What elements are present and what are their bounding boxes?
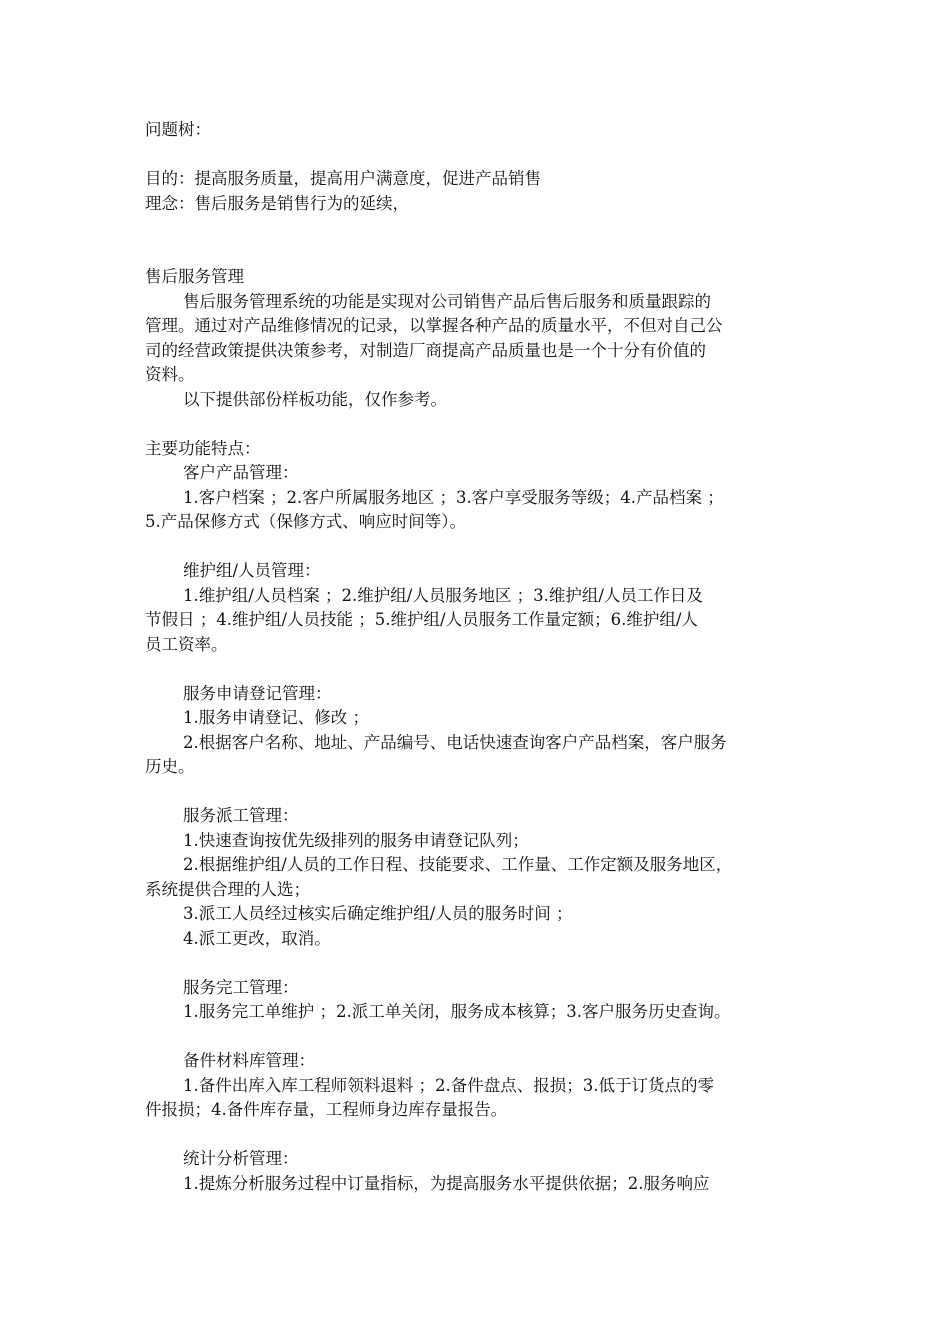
intro-note: 以下提供部份样板功能，仅作参考。 bbox=[183, 389, 447, 409]
statistics-title: 统计分析管理： bbox=[183, 1149, 299, 1168]
dispatch-item: 4.派工更改，取消。 bbox=[183, 928, 331, 948]
completion-item: 1.服务完工单维护 ；2.派工单关闭，服务成本核算；3.客户服务历史查询。 bbox=[183, 1002, 731, 1021]
intro-paragraph-line: 司的经营政策提供决策参考，对制造厂商提高产品质量也是一个十分有价值的 bbox=[145, 340, 706, 360]
spare-parts-line: 件报损；4.备件库存量，工程师身边库存量报告。 bbox=[145, 1100, 508, 1119]
service-request-item: 1.服务申请登记、修改 ； bbox=[183, 708, 369, 727]
section-title: 售后服务管理 bbox=[145, 267, 244, 286]
statistics-item: 1.提炼分析服务过程中订量指标，为提高服务水平提供依据；2.服务响应 bbox=[183, 1173, 710, 1193]
maintenance-team-title: 维护组/人员管理： bbox=[183, 561, 321, 580]
completion-title: 服务完工管理： bbox=[183, 977, 299, 997]
features-heading: 主要功能特点： bbox=[145, 438, 261, 458]
dispatch-title: 服务派工管理： bbox=[183, 806, 299, 825]
customer-product-line: 5.产品保修方式（保修方式、响应时间等）。 bbox=[145, 512, 466, 531]
customer-product-line: 1.客户档案 ；2.客户所属服务地区 ；3.客户享受服务等级；4.产品档案 ； bbox=[183, 487, 724, 507]
spare-parts-title: 备件材料库管理： bbox=[183, 1051, 315, 1070]
dispatch-item: 系统提供合理的人选； bbox=[145, 879, 310, 899]
dispatch-item: 1.快速查询按优先级排列的服务申请登记队列； bbox=[183, 830, 529, 850]
maintenance-team-line: 1.维护组/人员档案 ；2.维护组/人员服务地区 ；3.维护组/人员工作日及 bbox=[183, 585, 703, 605]
dispatch-item: 2.根据维护组/人员的工作日程、技能要求、工作量、工作定额及服务地区， bbox=[183, 855, 733, 874]
maintenance-team-line: 员工资率。 bbox=[145, 634, 228, 654]
intro-paragraph-line: 售后服务管理系统的功能是实现对公司销售产品后售后服务和质量跟踪的 bbox=[183, 291, 711, 311]
dispatch-item: 3.派工人员经过核实后确定维护组/人员的服务时间 ； bbox=[183, 904, 573, 923]
issue-tree-heading: 问题树： bbox=[145, 120, 211, 139]
spare-parts-line: 1.备件出库入库工程师领料退料 ；2.备件盘点、报损；3.低于订货点的零 bbox=[183, 1075, 714, 1095]
service-request-item: 历史。 bbox=[145, 757, 195, 776]
service-request-item: 2.根据客户名称、地址、产品编号、电话快速查询客户产品档案，客户服务 bbox=[183, 732, 727, 752]
intro-paragraph-line: 管理。通过对产品维修情况的记录，以掌握各种产品的质量水平，不但对自己公 bbox=[145, 316, 723, 335]
document-page bbox=[145, 118, 815, 1196]
purpose-line: 目的：提高服务质量，提高用户满意度，促进产品销售 bbox=[145, 169, 541, 188]
intro-paragraph-line: 资料。 bbox=[145, 365, 195, 384]
maintenance-team-line: 节假日 ；4.维护组/人员技能 ；5.维护组/人员服务工作量定额；6.维护组/人 bbox=[145, 610, 698, 629]
concept-line: 理念：售后服务是销售行为的延续， bbox=[145, 193, 409, 213]
customer-product-title: 客户产品管理： bbox=[183, 463, 299, 482]
service-request-title: 服务申请登记管理： bbox=[183, 683, 332, 703]
